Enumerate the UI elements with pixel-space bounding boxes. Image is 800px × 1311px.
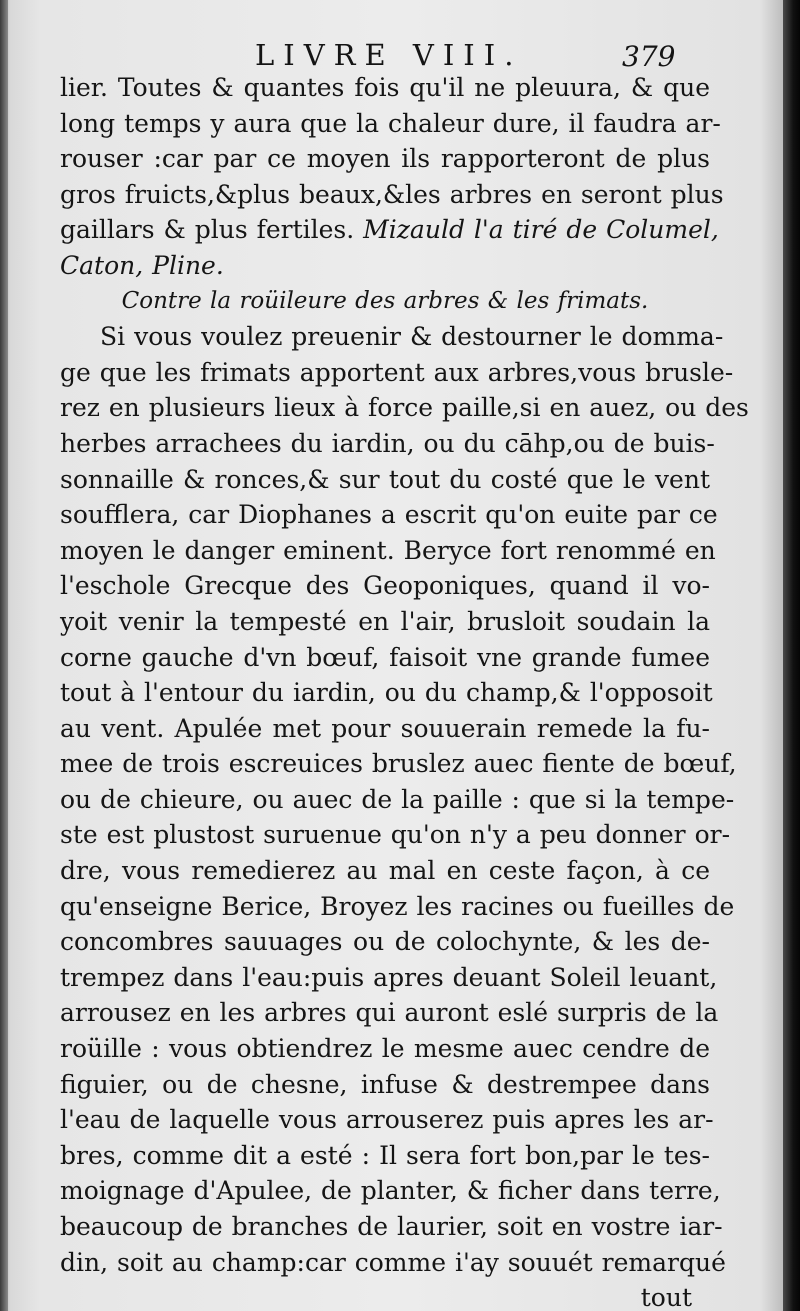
page-right-shadow — [783, 0, 800, 1311]
text-line: qu'enseigne Berice, Broyez les racines ou fueilles de — [60, 891, 735, 921]
text-line: din, soit au champ:car comme i'ay souuét remarqué — [60, 1247, 726, 1277]
text-line: sonnaille & ronces,& sur tout du costé que le vent — [60, 464, 710, 494]
page-header — [0, 32, 783, 72]
text-line: l'eau de laquelle vous arrouserez puis apres les ar- — [60, 1105, 714, 1135]
body-text — [60, 70, 749, 1311]
text-line: yoit venir la tempesté en l'air, brusloit soudain la — [60, 606, 710, 636]
text-line: moyen le danger eminent. Beryce fort renommé en — [60, 535, 716, 565]
catchword: tout — [640, 1283, 692, 1311]
citation: Mizauld l'a tiré de Columel, — [363, 215, 719, 245]
citation-line: Caton, Pline. — [60, 250, 224, 280]
text-line: soufflera, car Diophanes a escrit qu'on euite par ce — [60, 500, 718, 530]
page-number: 379 — [622, 40, 676, 73]
text-line: moignage d'Apulee, de planter, & ficher dans terre, — [60, 1176, 721, 1206]
text-line: l'eschole Grecque des Geoponiques, quand il vo- — [60, 571, 710, 601]
text-line: au vent. Apulée met pour souuerain remede la fu- — [60, 713, 710, 743]
text-line: concombres sauuages ou de colochynte, & les de- — [60, 927, 710, 957]
page-left-shadow — [0, 0, 8, 1311]
text-line: ge que les frimats apportent aux arbres,vous brusle- — [60, 357, 734, 387]
text-line: roüille : vous obtiendrez le mesme auec cendre de — [60, 1034, 710, 1064]
text-line: beaucoup de branches de laurier, soit en vostre iar- — [60, 1212, 723, 1241]
text-line: trempez dans l'eau:puis apres deuant Soleil leuant, — [60, 962, 718, 992]
text-line: rez en plusieurs lieux à force paille,si en auez, ou des — [60, 393, 749, 423]
text-line: Si vous voulez preuenir & destourner le domma- — [100, 322, 724, 352]
text-fragment: gaillars & plus fertiles. — [60, 215, 355, 245]
text-line: arrousez en les arbres qui auront eslé surpris de la — [60, 998, 719, 1028]
text-line: ou de chieure, ou auec de la paille : que si la tempe- — [60, 784, 735, 814]
text-line: tout à l'entour du iardin, ou du champ,& l'opposoit — [60, 678, 713, 708]
text-line: herbes arrachees du iardin, ou du cāhp,ou de buis- — [60, 428, 715, 458]
running-head: LIVRE VIII. — [255, 38, 523, 72]
text-line-with-citation — [60, 212, 719, 248]
text-line: figuier, ou de chesne, infuse & destrempee dans — [60, 1069, 710, 1099]
text-line: dre, vous remedierez au mal en ceste façon, à ce — [60, 856, 710, 886]
text-line: lier. Toutes & quantes fois qu'il ne pleuura, & que — [60, 73, 710, 102]
section-heading: Contre la roüileure des arbres & les frimats. — [121, 287, 649, 314]
text-line: long temps y aura que la chaleur dure, il faudra ar- — [60, 108, 721, 138]
text-line: ste est plustost suruenue qu'on n'y a peu donner or- — [60, 820, 731, 850]
text-line: mee de trois escreuices bruslez auec fiente de bœuf, — [60, 749, 737, 779]
text-line: rouser :car par ce moyen ils rapporteront de plus — [60, 144, 710, 174]
text-line: gros fruicts,&plus beaux,&les arbres en seront plus — [60, 179, 724, 209]
text-line: corne gauche d'vn bœuf, faisoit vne grande fumee — [60, 642, 710, 672]
text-line: bres, comme dit a esté : Il sera fort bon,par le tes- — [60, 1140, 710, 1170]
